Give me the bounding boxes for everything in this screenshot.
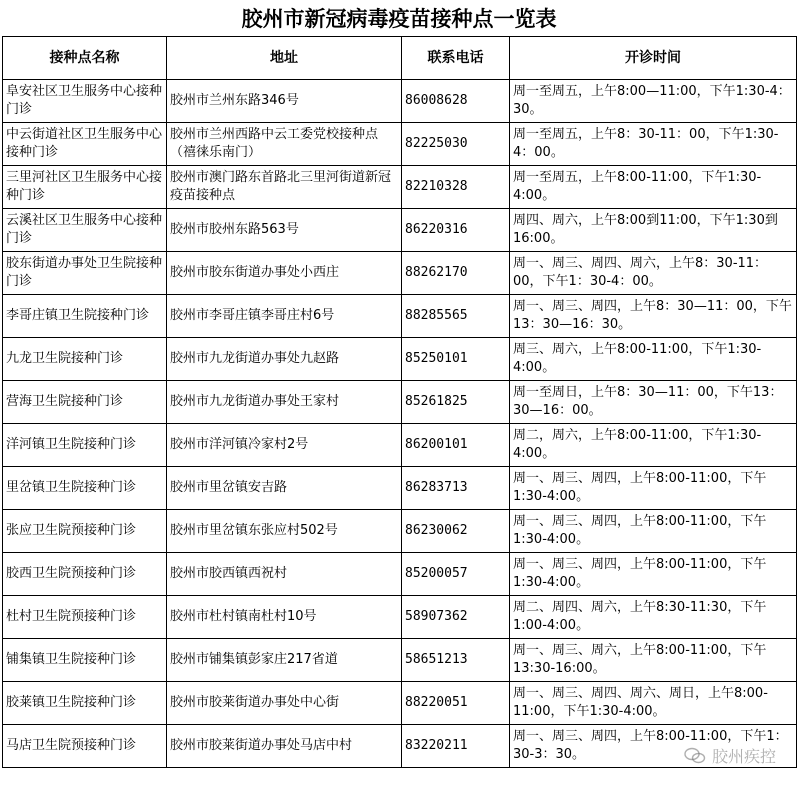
address-cell: 胶州市九龙街道办事处王家村 [167, 381, 402, 424]
site-name-cell: 胶西卫生院预接种门诊 [3, 553, 167, 596]
hours-cell: 周四、周六，上午8:00到11:00，下午1:30到16:00。 [510, 209, 797, 252]
site-name-cell: 杜村卫生院预接种门诊 [3, 596, 167, 639]
address-cell: 胶州市澳门路东首路北三里河街道新冠疫苗接种点 [167, 166, 402, 209]
watermark-text: 胶州疾控 [711, 747, 776, 766]
table-row [3, 123, 797, 166]
site-name-cell: 张应卫生院预接种门诊 [3, 510, 167, 553]
table-row [3, 209, 797, 252]
address-cell: 胶州市里岔镇东张应村502号 [167, 510, 402, 553]
header-hours: 开诊时间 [510, 37, 797, 80]
hours-cell: 周一、周三、周四，上午8:00-11:00，下午1:30-4:00。 [510, 553, 797, 596]
address-cell: 胶州市九龙街道办事处九赵路 [167, 338, 402, 381]
address-cell: 胶州市洋河镇冷家村2号 [167, 424, 402, 467]
phone-cell: 88285565 [402, 295, 510, 338]
hours-cell: 周一、周三、周四、周六，上午8：30-11：00，下午1：30-4：00。 [510, 252, 797, 295]
site-name-cell: 里岔镇卫生院接种门诊 [3, 467, 167, 510]
address-cell: 胶州市兰州东路346号 [167, 80, 402, 123]
table-header-row [3, 37, 797, 80]
phone-cell: 86220316 [402, 209, 510, 252]
hours-cell: 周一、周三、周六，上午8:00-11:00，下午13:30-16:00。 [510, 639, 797, 682]
table-row [3, 381, 797, 424]
hours-cell: 周一至周五，上午8:00—11:00，下午1:30-4：30。 [510, 80, 797, 123]
table-row [3, 80, 797, 123]
table-row [3, 166, 797, 209]
site-name-cell: 九龙卫生院接种门诊 [3, 338, 167, 381]
site-name-cell: 营海卫生院接种门诊 [3, 381, 167, 424]
phone-cell: 86283713 [402, 467, 510, 510]
header-site-name: 接种点名称 [3, 37, 167, 80]
address-cell: 胶州市铺集镇彭家庄217省道 [167, 639, 402, 682]
header-address: 地址 [167, 37, 402, 80]
hours-cell: 周一、周三、周四，上午8:00-11:00，下午1：30-3：30。 [510, 725, 797, 768]
phone-cell: 82225030 [402, 123, 510, 166]
table-row [3, 510, 797, 553]
table-row [3, 295, 797, 338]
address-cell: 胶州市里岔镇安吉路 [167, 467, 402, 510]
address-cell: 胶州市兰州西路中云工委党校接种点（禧徕乐南门） [167, 123, 402, 166]
table-row [3, 596, 797, 639]
table-row [3, 682, 797, 725]
hours-cell: 周二、周四、周六，上午8:30-11:30，下午1:00-4:00。 [510, 596, 797, 639]
phone-cell: 86008628 [402, 80, 510, 123]
table-row [3, 252, 797, 295]
vaccination-sites-table [2, 36, 797, 768]
hours-cell: 周一至周五，上午8：30-11：00，下午1:30-4：00。 [510, 123, 797, 166]
hours-cell: 周一至周日，上午8：30—11：00，下午13：30—16：00。 [510, 381, 797, 424]
hours-cell: 周三、周六，上午8:00-11:00，下午1:30-4:00。 [510, 338, 797, 381]
phone-cell: 58651213 [402, 639, 510, 682]
phone-cell: 85250101 [402, 338, 510, 381]
address-cell: 胶州市胶西镇西祝村 [167, 553, 402, 596]
site-name-cell: 铺集镇卫生院接种门诊 [3, 639, 167, 682]
hours-cell: 周一至周五，上午8:00-11:00，下午1:30-4:00。 [510, 166, 797, 209]
address-cell: 胶州市胶莱街道办事处马店中村 [167, 725, 402, 768]
site-name-cell: 云溪社区卫生服务中心接种门诊 [3, 209, 167, 252]
table-row [3, 639, 797, 682]
site-name-cell: 胶莱镇卫生院接种门诊 [3, 682, 167, 725]
address-cell: 胶州市胶州东路563号 [167, 209, 402, 252]
table-row [3, 553, 797, 596]
hours-cell: 周一、周三、周四，上午8:00-11:00，下午1:30-4:00。 [510, 510, 797, 553]
address-cell: 胶州市李哥庄镇李哥庄村6号 [167, 295, 402, 338]
table-row [3, 424, 797, 467]
site-name-cell: 洋河镇卫生院接种门诊 [3, 424, 167, 467]
site-name-cell: 马店卫生院预接种门诊 [3, 725, 167, 768]
address-cell: 胶州市胶莱街道办事处中心街 [167, 682, 402, 725]
phone-cell: 86230062 [402, 510, 510, 553]
phone-cell: 82210328 [402, 166, 510, 209]
site-name-cell: 胶东街道办事处卫生院接种门诊 [3, 252, 167, 295]
hours-cell: 周一、周三、周四，上午8:00-11:00，下午1:30-4:00。 [510, 467, 797, 510]
page-title: 胶州市新冠病毒疫苗接种点一览表 [241, 6, 557, 31]
hours-cell: 周一、周三、周四、周六、周日，上午8:00-11:00，下午1:30-4:00。 [510, 682, 797, 725]
site-name-cell: 李哥庄镇卫生院接种门诊 [3, 295, 167, 338]
site-name-cell: 阜安社区卫生服务中心接种门诊 [3, 80, 167, 123]
phone-cell: 58907362 [402, 596, 510, 639]
phone-cell: 88262170 [402, 252, 510, 295]
address-cell: 胶州市胶东街道办事处小西庄 [167, 252, 402, 295]
site-name-cell: 中云街道社区卫生服务中心接种门诊 [3, 123, 167, 166]
hours-cell: 周一、周三、周四，上午8：30—11：00，下午13：30—16：30。 [510, 295, 797, 338]
phone-cell: 85261825 [402, 381, 510, 424]
hours-cell: 周二，周六，上午8:00-11:00，下午1:30-4:00。 [510, 424, 797, 467]
phone-cell: 85200057 [402, 553, 510, 596]
phone-cell: 83220211 [402, 725, 510, 768]
table-row [3, 338, 797, 381]
header-phone: 联系电话 [402, 37, 510, 80]
site-name-cell: 三里河社区卫生服务中心接种门诊 [3, 166, 167, 209]
address-cell: 胶州市杜村镇南杜村10号 [167, 596, 402, 639]
phone-cell: 86200101 [402, 424, 510, 467]
table-row [3, 467, 797, 510]
phone-cell: 88220051 [402, 682, 510, 725]
table-row [3, 725, 797, 768]
